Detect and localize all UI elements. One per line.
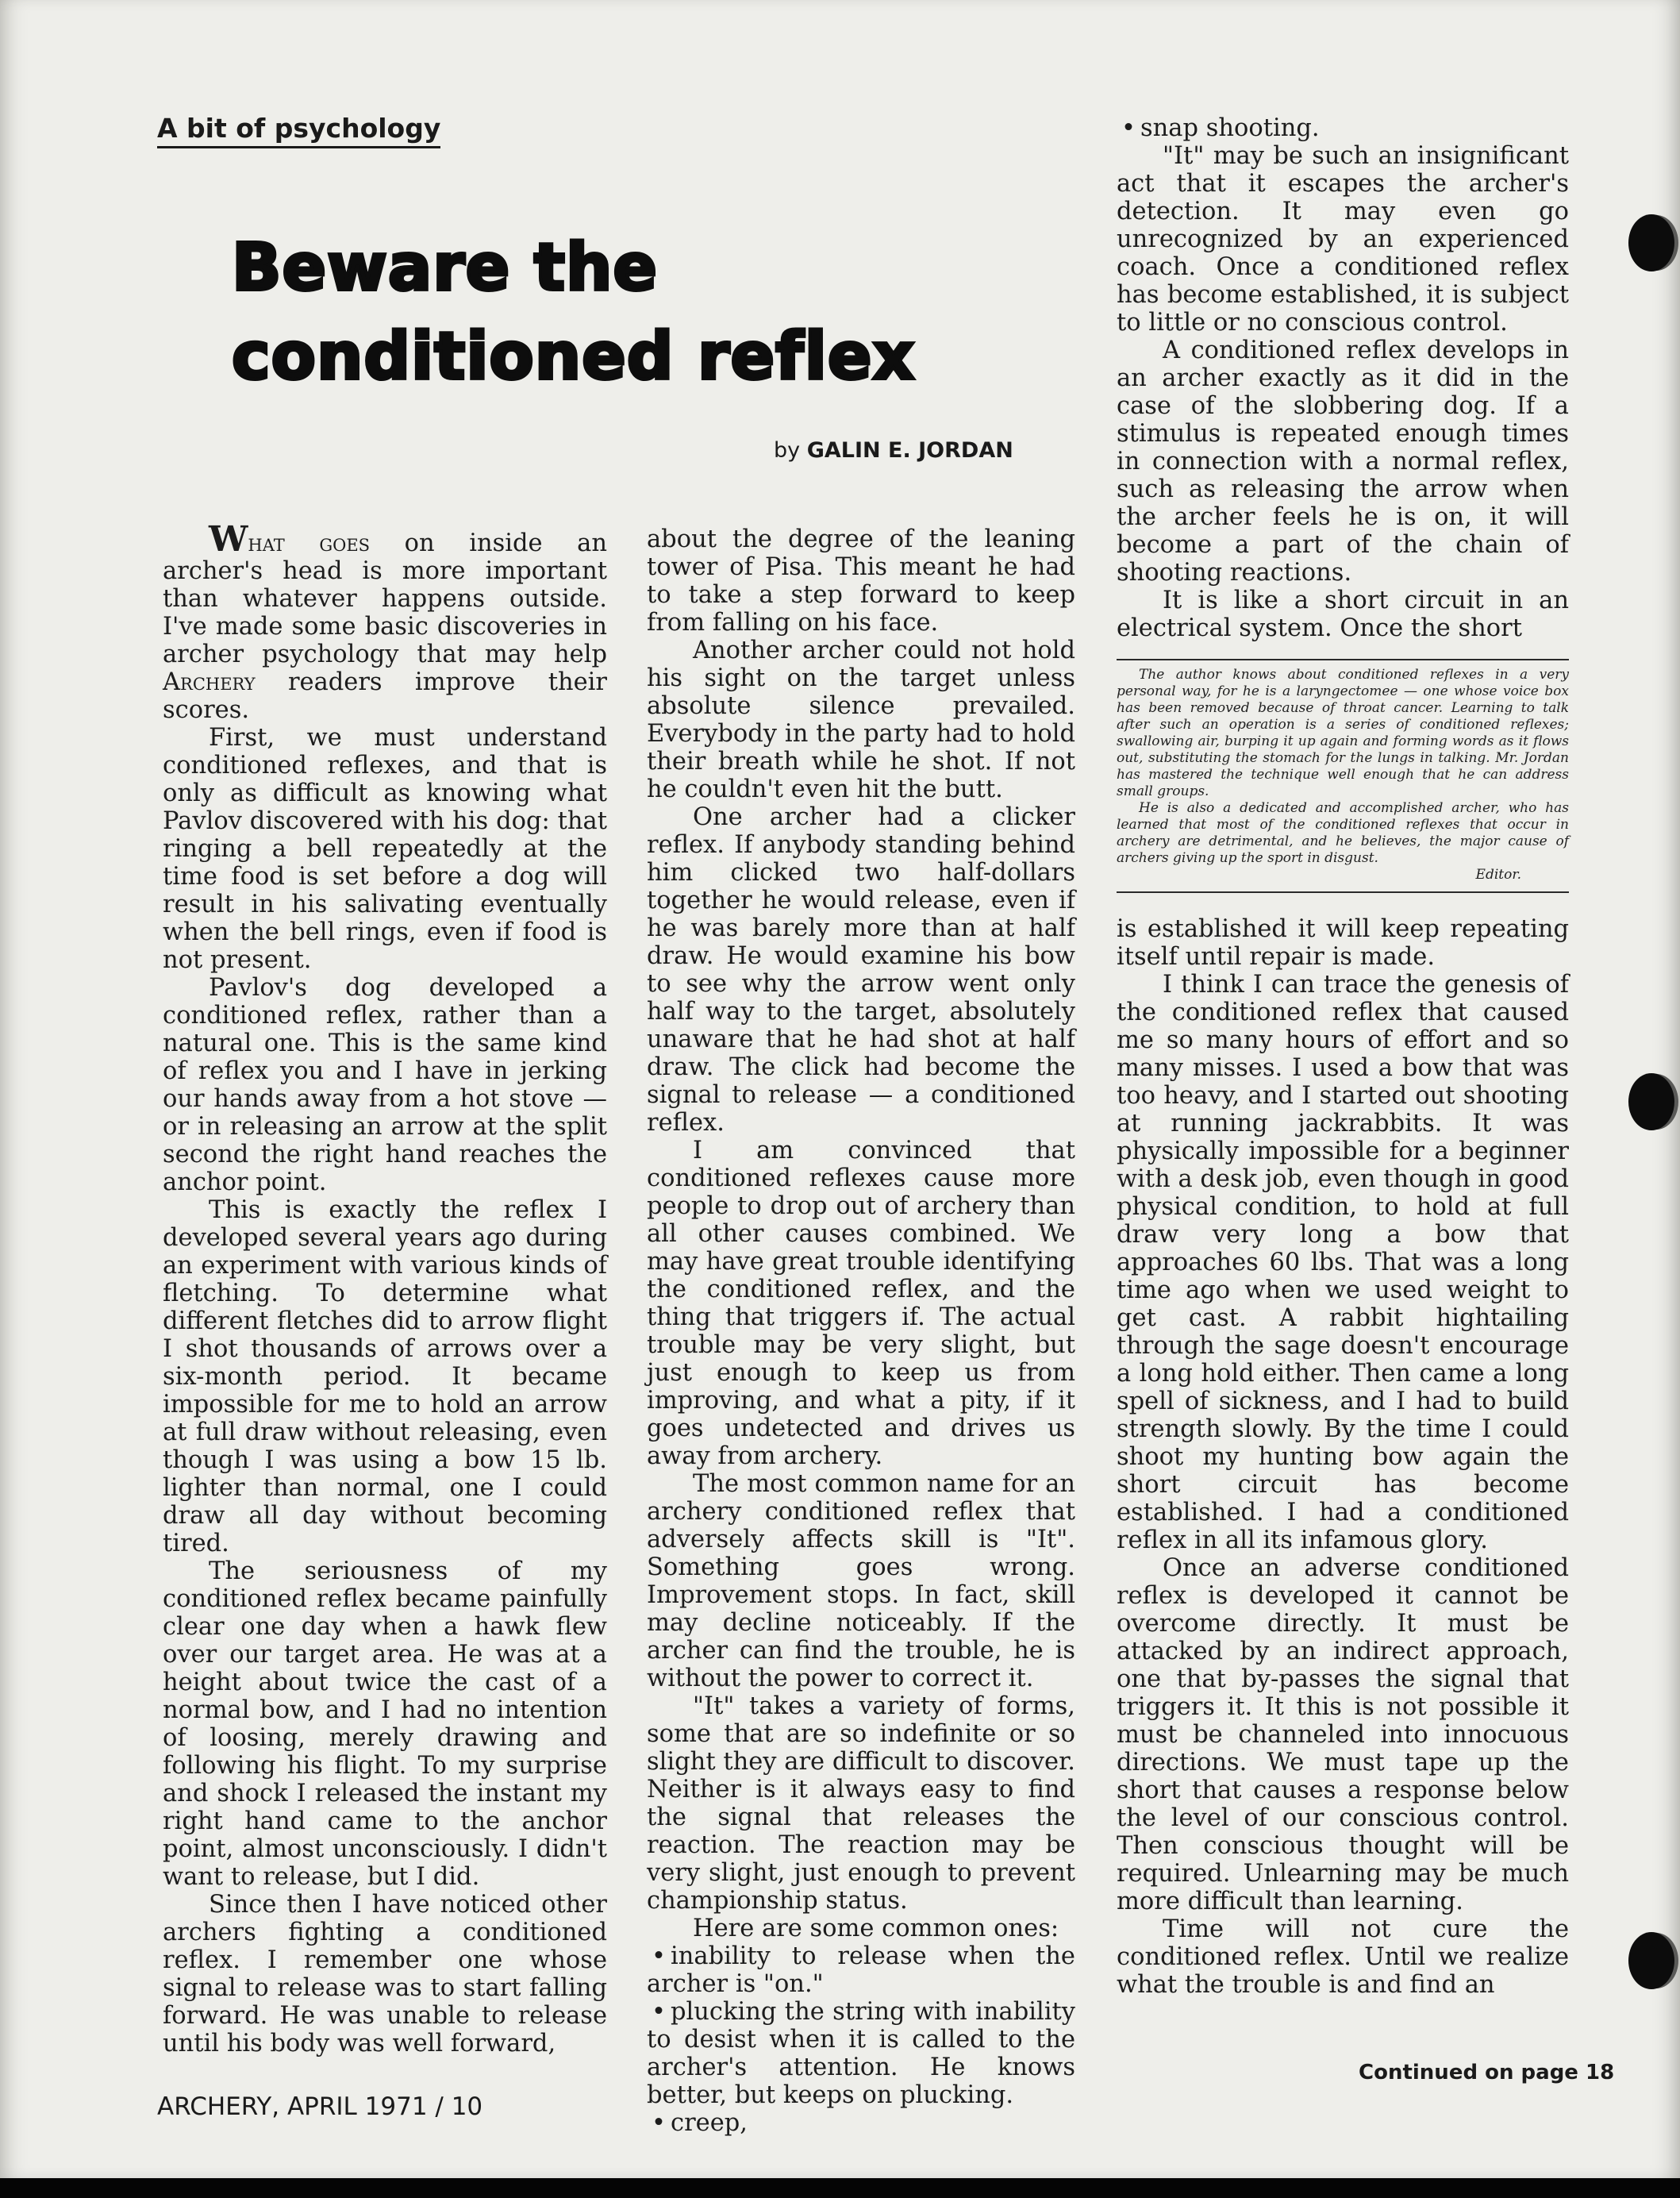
paragraph: Here are some common ones: [693, 1915, 1059, 1942]
paragraph: A conditioned reflex develops in an archer exactly as it did in the case of the slobbering dog. If a stimulus is repeated enough times in connection with a normal reflex, such as releasing the arrow when the archer feels he is on, it will become a part of the chain of shooting reactions. [1117, 337, 1569, 587]
editor-note [1117, 659, 1569, 893]
note-paragraph: The author knows about conditioned reflexes in a very personal way, for he is a laryngectomee — one whose voice box has been removed because of throat cancer. Learning to talk after such an operation is a series of conditioned reflexes; swallowing air, burping it up again and forming words as it flows out, substituting the stomach for the lungs in talking. Mr. Jordan has mastered the technique well enough that he can address small groups. [1117, 667, 1569, 799]
title-line-1: Beware the [232, 230, 658, 306]
paragraph: I am convinced that conditioned reflexes cause more people to drop out of archery than all other causes combined. We may have great trouble identifying the conditioned reflex, and the thing that triggers if. The actual trouble may be very slight, but just enough to keep us from improving, and what a pity, if it goes undetected and drives us away from archery. [647, 1137, 1075, 1470]
paragraph: Another archer could not hold his sight on the target unless absolute silence prevailed. Everybody in the party had to hold their breath while he shot. If not he couldn't even hit the butt. [647, 637, 1075, 803]
column-3-bottom [1117, 915, 1569, 1999]
column-1 [163, 519, 607, 2057]
paragraph: It is like a short circuit in an electrical system. Once the short [1117, 587, 1569, 642]
paragraph: One archer had a clicker reflex. If anybody standing behind him clicked two half-dollars together he would release, even if he was barely more than at half draw. He would examine his bow to see why the arrow went only half way to the target, absolutely unaware that he had shot at half draw. The click had become the signal to release — a conditioned reflex. [647, 803, 1075, 1137]
paragraph: Once an adverse conditioned reflex is developed it cannot be overcome directly. It must be attacked by an indirect approach, one that by-passes the signal that triggers it. It this is not possible it must be channeled into innocuous directions. We must tape up the short that causes a response below the level of our conscious control. Then conscious thought will be required. Unlearning may be much more difficult than learning. [1117, 1554, 1569, 1915]
column-2 [647, 525, 1075, 2137]
article-title [232, 224, 915, 402]
paragraph: Pavlov's dog developed a conditioned reflex, rather than a natural one. This is the same kind of reflex you and I have in jerking our hands away from a hot stove — or in releasing an arrow at the split second the right hand reaches the anchor point. [163, 974, 607, 1196]
paragraph: I think I can trace the genesis of the conditioned reflex that caused me so many hours of effort and so many misses. I used a bow that was too heavy, and I started out shooting at running jackrabbits. It was physically impossible for a beginner with a desk job, even though in good physical condition, to hold at full draw very long a bow that approaches 60 lbs. That was a long time ago when we used weight to get cast. A rabbit hightailing through the sage doesn't encourage a long hold either. Then came a long spell of sickness, and I had to build strength slowly. By the time I could shoot my hunting bow again the short circuit has become established. I had a conditioned reflex in all its infamous glory. [1117, 971, 1569, 1554]
binder-hole-middle [1628, 1073, 1674, 1130]
paragraph: "It" may be such an insignificant act that it escapes the archer's detection. It may even go unrecognized by an experienced coach. Once a conditioned reflex has become established, it is subject to little or no conscious control. [1117, 142, 1569, 337]
paragraph: about the degree of the leaning tower of Pisa. This meant he had to take a step forward to keep from falling on his face. [647, 525, 1075, 637]
paragraph: The most common name for an archery conditioned reflex that adversely affects skill is "It". Something goes wrong. Improvement stops. In fact, skill may decline noticeably. If the archer can find the trouble, he is without the power to correct it. [647, 1470, 1075, 1692]
column-3-top [1117, 114, 1569, 642]
paragraph: "It" takes a variety of forms, some that are so indefinite or so slight they are difficult to discover. Neither is it always easy to find the signal that releases the reaction. The reaction may be very slight, just enough to prevent championship status. [647, 1692, 1075, 1915]
page-footer: ARCHERY, APRIL 1971 / 10 [157, 2092, 483, 2121]
note-paragraph: He is also a dedicated and accomplished archer, who has learned that most of the conditioned reflexes that occur in archery are detrimental, and he believes, the major cause of archers giving up the sport in disgust. [1117, 800, 1569, 866]
paragraph: What goes on inside an archer's head is more important than whatever happens outside. I've made some basic discoveries in archer psychology that may help Archery readers improve their scores. [163, 519, 607, 724]
continued-notice: Continued on page 18 [1359, 2061, 1615, 2084]
paragraph: The seriousness of my conditioned reflex became painfully clear one day when a hawk flew over our target area. He was at a height about twice the cast of a normal bow, and I had no intention of loosing, merely drawing and following his flight. To my surprise and shock I released the instant my right hand came to the anchor point, almost unconsciously. I didn't want to release, but I did. [163, 1557, 607, 1891]
author-name: GALIN E. JORDAN [806, 438, 1013, 463]
byline-prefix: by [774, 438, 801, 463]
paragraph: Since then I have noticed other archers fighting a conditioned reflex. I remember one whose signal to release was to start falling forward. He was unable to release until his body was well forward, [163, 1891, 607, 2057]
note-signature: Editor. [1475, 867, 1521, 883]
title-line-2: conditioned reflex [232, 319, 916, 395]
paragraph: is established it will keep repeating itself until repair is made. [1117, 915, 1569, 971]
list-item: • creep, [652, 2109, 748, 2137]
list-item: • inability to release when the archer is "on." [647, 1942, 1075, 1998]
paragraph: Time will not cure the conditioned reflex. Until we realize what the trouble is and find an [1117, 1915, 1569, 1999]
list-item: • snap shooting. [1121, 114, 1320, 142]
paragraph: First, we must understand conditioned reflexes, and that is only as difficult as knowing what Pavlov discovered with his dog: that ringing a bell repeatedly at the time food is set before a dog will result in his salivating eventually when the bell rings, even if food is not present. [163, 724, 607, 974]
section-label: A bit of psychology [157, 113, 440, 148]
byline [774, 438, 1013, 463]
binder-hole-top [1628, 214, 1674, 271]
drop-cap: W [209, 519, 248, 560]
list-item: • plucking the string with inability to desist when it is called to the archer's attention. He knows better, but keeps on plucking. [647, 1998, 1075, 2109]
binder-hole-bottom [1628, 1932, 1674, 1989]
paragraph: This is exactly the reflex I developed several years ago during an experiment with various kinds of fletching. To determine what different fletches did to arrow flight I shot thousands of arrows over a six-month period. It became impossible for me to hold an arrow at full draw without releasing, even though I was using a bow 15 lb. lighter than normal, one I could draw all day without becoming tired. [163, 1196, 607, 1557]
